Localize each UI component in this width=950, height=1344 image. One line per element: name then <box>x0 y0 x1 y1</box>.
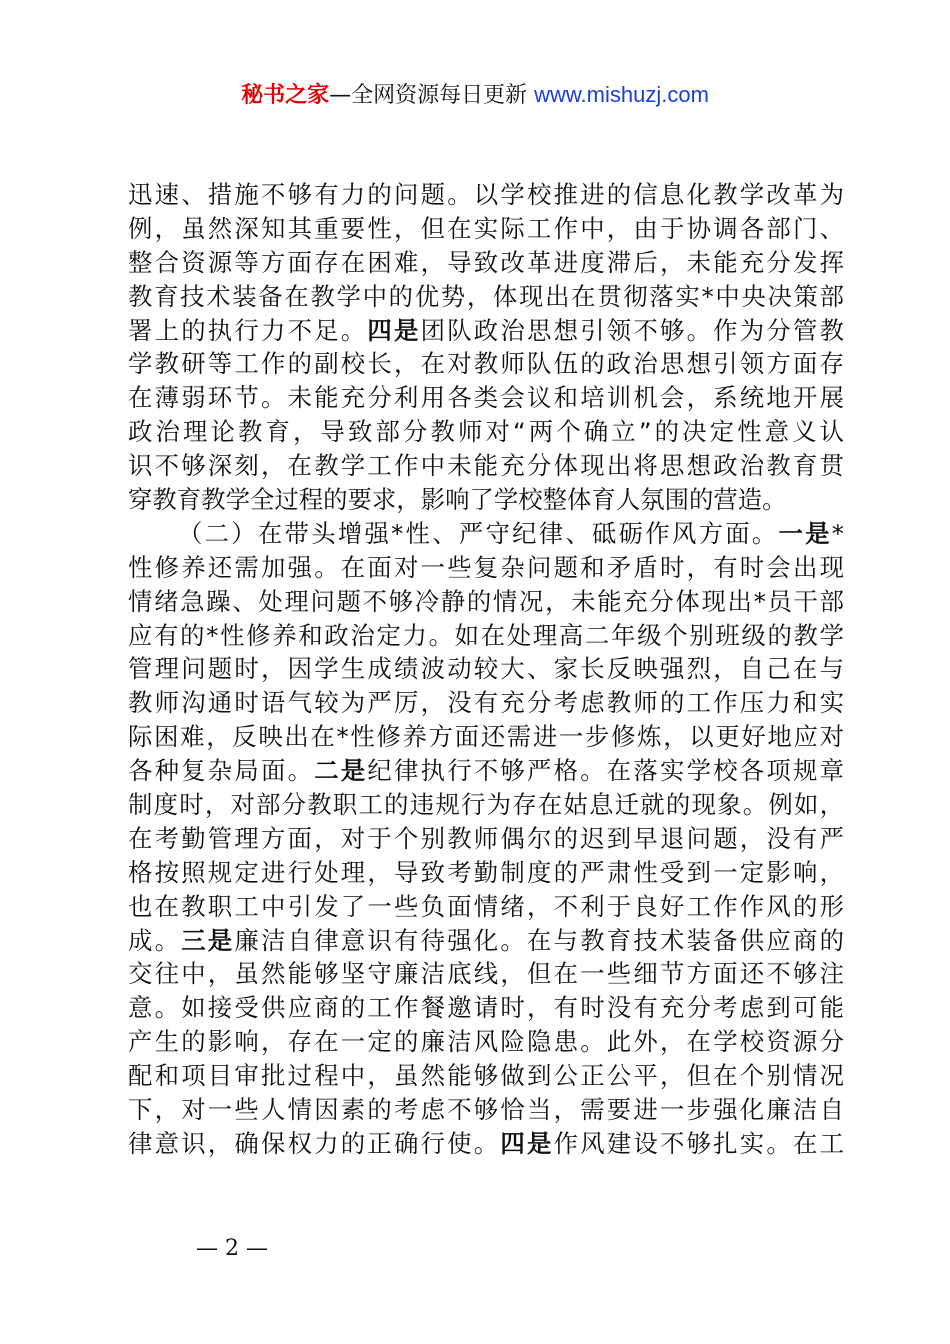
text-segment: 交往中，虽然能够坚守廉洁底线，但在一些细节方面还不够注 <box>128 959 844 989</box>
text-line <box>128 856 844 890</box>
text-segment: 在薄弱环节。未能充分利用各类会议和培训机会，系统地开展 <box>128 383 844 413</box>
text-line <box>128 585 844 619</box>
text-segment: 际困难，反映出在*性修养方面还需进一步修炼，以更好地应对 <box>128 722 844 752</box>
text-line <box>128 381 844 415</box>
bold-ordinal: 一是 <box>778 518 832 548</box>
text-line <box>128 551 844 585</box>
page-number: — 2 — <box>196 1236 268 1261</box>
text-line <box>128 246 844 280</box>
site-header <box>0 80 950 111</box>
header-separator: — <box>329 83 352 108</box>
site-url-link[interactable]: www.mishuzj.com <box>534 82 709 107</box>
text-segment: 纪律执行不够严格。在落实学校各项规章 <box>367 756 844 786</box>
text-line <box>128 178 844 212</box>
text-segment: 迅速、措施不够有力的问题。以学校推进的信息化教学改革为 <box>128 180 844 209</box>
text-line <box>128 314 844 348</box>
text-line <box>128 280 844 314</box>
text-segment: 作风建设不够扎实。在工 <box>553 1128 844 1158</box>
text-segment: 识不够深刻，在教学工作中未能充分体现出将思想政治教育贯 <box>128 451 844 481</box>
text-segment: 也在教职工中引发了一些负面情绪，不利于良好工作作风的形 <box>128 891 844 921</box>
text-line <box>128 890 844 924</box>
text-line <box>128 449 844 483</box>
text-segment: 例，虽然深知其重要性，但在实际工作中，由于协调各部门、 <box>128 213 844 243</box>
text-segment: 廉洁自律意识有待强化。在与教育技术装备供应商的 <box>234 925 844 955</box>
text-segment: 学教研等工作的副校长，在对教师队伍的政治思想引领方面存 <box>128 349 844 379</box>
text-segment: 教师沟通时语气较为严厉，没有充分考虑教师的工作压力和实 <box>128 688 844 718</box>
site-brand: 秘书之家 <box>241 83 330 108</box>
text-segment: 管理问题时，因学生成绩波动较大、家长反映强烈，自己在与 <box>128 654 844 684</box>
text-line <box>128 1093 844 1127</box>
text-segment: 各种复杂局面。 <box>128 756 315 786</box>
document-body <box>128 178 844 1161</box>
text-segment: 格按照规定进行处理，导致考勤制度的严肃性受到一定影响， <box>128 857 844 887</box>
text-line <box>128 686 844 720</box>
text-line <box>128 517 844 551</box>
text-line <box>128 619 844 653</box>
text-line <box>128 652 844 686</box>
text-segment: 意。如接受供应商的工作餐邀请时，有时没有充分考虑到可能 <box>128 993 844 1023</box>
text-segment: * <box>831 518 844 548</box>
text-segment: 政治理论教育，导致部分教师对“两个确立”的决定性意义认 <box>128 417 844 447</box>
text-segment: 应有的*性修养和政治定力。如在处理高二年级个别班级的教学 <box>128 620 844 650</box>
text-segment: 下，对一些人情因素的考虑不够恰当，需要进一步强化廉洁自 <box>128 1095 844 1125</box>
text-segment: 团队政治思想引领不够。作为分管教 <box>420 315 844 345</box>
text-line <box>128 991 844 1025</box>
text-line <box>128 483 844 517</box>
text-segment: 教育技术装备在教学中的优势，体现出在贯彻落实*中央决策部 <box>128 281 844 311</box>
text-segment: 情绪急躁、处理问题不够冷静的情况，未能充分体现出*员干部 <box>128 586 844 616</box>
text-line <box>128 720 844 754</box>
text-line <box>128 754 844 788</box>
text-line <box>128 1059 844 1093</box>
text-segment: 制度时，对部分教职工的违规行为存在姑息迁就的现象。例如， <box>128 790 844 820</box>
site-tagline: 全网资源每日更新 <box>351 83 528 108</box>
text-segment: 署上的执行力不足。 <box>128 315 368 345</box>
text-segment: 律意识，确保权力的正确行使。 <box>128 1128 501 1158</box>
text-segment: 在考勤管理方面，对于个别教师偶尔的迟到早退问题，没有严 <box>128 823 844 853</box>
text-line <box>128 957 844 991</box>
bold-ordinal: 二是 <box>314 756 368 786</box>
text-line <box>128 212 844 246</box>
text-segment: 整合资源等方面存在困难，导致改革进度滞后，未能充分发挥 <box>128 247 844 277</box>
bold-ordinal: 四是 <box>367 315 421 345</box>
text-line <box>128 1127 844 1161</box>
text-line <box>128 1025 844 1059</box>
text-segment: 配和项目审批过程中，虽然能够做到公正公平，但在个别情况 <box>128 1061 844 1091</box>
text-segment: 成。 <box>128 925 182 955</box>
text-line <box>128 415 844 449</box>
text-segment: 穿教育教学全过程的要求，影响了学校整体育人氛围的营造。 <box>128 485 787 515</box>
text-segment: （二）在带头增强*性、严守纪律、砥砺作风方面。 <box>178 518 779 548</box>
text-segment: 性修养还需加强。在面对一些复杂问题和矛盾时，有时会出现 <box>128 552 844 582</box>
text-segment: 产生的影响，存在一定的廉洁风险隐患。此外，在学校资源分 <box>128 1027 844 1057</box>
text-line <box>128 924 844 958</box>
bold-ordinal: 四是 <box>500 1128 554 1158</box>
text-line <box>128 347 844 381</box>
text-line <box>128 788 844 822</box>
text-line <box>128 822 844 856</box>
bold-ordinal: 三是 <box>181 925 235 955</box>
